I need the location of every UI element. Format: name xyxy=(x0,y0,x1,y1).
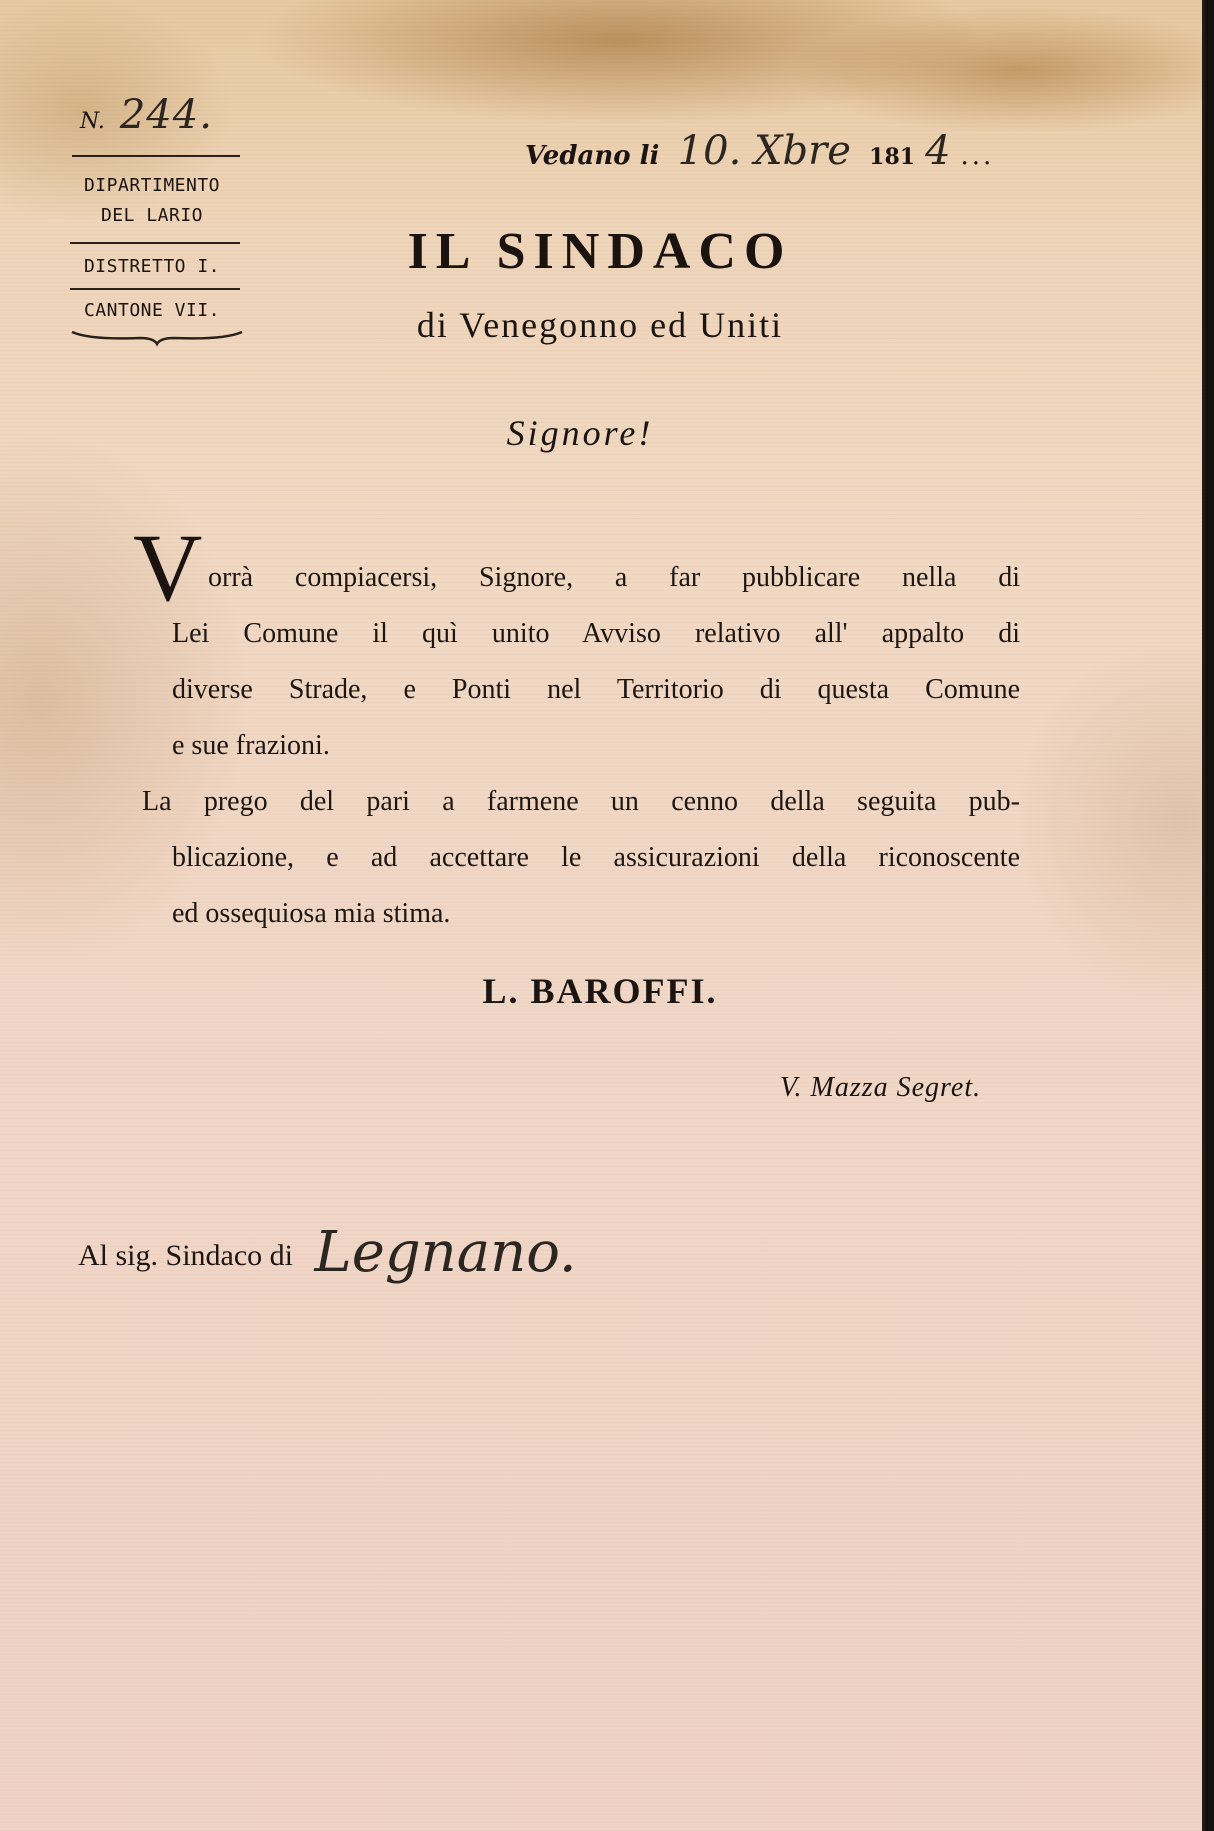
printed-year: 181 xyxy=(869,144,916,170)
header-rule xyxy=(70,242,240,244)
department-label: DIPARTIMENTO xyxy=(83,175,221,196)
address-printed: Al sig. Sindaco di xyxy=(78,1239,293,1272)
body-line: ed ossequiosa mia stima. xyxy=(172,898,451,929)
drop-cap: V xyxy=(133,514,203,621)
handwritten-recipient: Legnano. xyxy=(314,1220,577,1285)
handwritten-date: 10. Xbre xyxy=(677,128,851,174)
subtitle: di Venegonno ed Uniti xyxy=(416,305,784,345)
body-line: orrà compiacersi, Signore, a far pubblicare nella di xyxy=(208,562,1020,593)
page-edge xyxy=(1202,0,1208,1831)
body-line: diverse Strade, e Ponti nel Territorio di questa Comune xyxy=(172,674,1020,705)
handwritten-number: 244. xyxy=(119,92,213,138)
body-line: La prego del pari a farmene un cenno della seguita pub- xyxy=(142,786,1020,817)
recipient-address xyxy=(78,1220,577,1285)
date-place: Vedano li xyxy=(525,141,660,171)
date-line xyxy=(525,128,994,174)
handwritten-year: 4 xyxy=(925,128,951,174)
document-number xyxy=(80,92,213,138)
header-rule xyxy=(72,155,240,157)
signature: L. BAROFFI. xyxy=(482,971,718,1011)
ornament-rule xyxy=(70,328,244,348)
header-rule xyxy=(70,288,240,290)
district-label: DISTRETTO I. xyxy=(83,256,221,277)
body-line: blicazione, e ad accettare le assicurazioni della riconoscente xyxy=(172,842,1020,873)
body-line: Lei Comune il quì unito Avviso relativo all' appalto di xyxy=(172,618,1020,649)
department-name: DEL LARIO xyxy=(100,205,204,226)
number-label: N. xyxy=(80,109,105,134)
page-title: IL SINDACO xyxy=(407,223,793,280)
canton-label: CANTONE VII. xyxy=(83,300,221,321)
salutation: Signore! xyxy=(506,413,654,453)
secretary-line: V. Mazza Segret. xyxy=(780,1072,982,1103)
body-line: e sue frazioni. xyxy=(172,730,330,761)
date-trailing: ... xyxy=(960,141,995,171)
